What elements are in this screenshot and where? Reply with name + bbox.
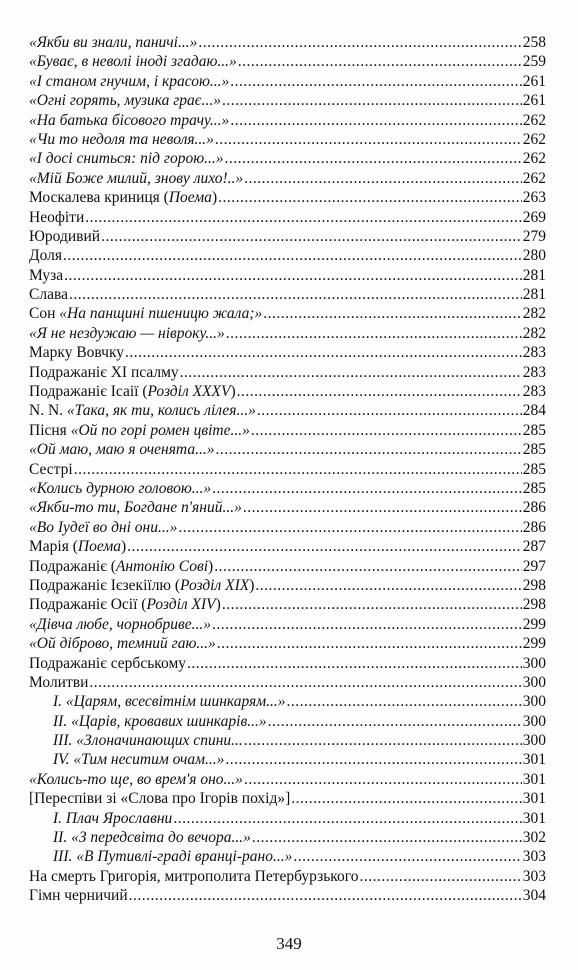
toc-entry-title <box>29 673 88 692</box>
toc-entry-title-plain: Муза <box>29 266 64 284</box>
toc-entry <box>29 654 546 673</box>
toc-entry-title-italic: «На панщині пшеницю жала;» <box>59 305 263 323</box>
toc-entry-page: 301 <box>522 809 546 827</box>
dot-leader <box>252 828 522 847</box>
toc-entry-title-plain: Подражаніє XI псалму <box>29 363 179 381</box>
toc-entry-title-suffix: ) <box>249 576 255 594</box>
dot-leader <box>63 246 522 265</box>
dot-leader <box>360 867 522 886</box>
toc-entry-title <box>29 537 126 556</box>
toc-entry-page: 282 <box>522 305 546 323</box>
toc-entry-title-italic: Розділ XIX <box>180 576 250 594</box>
toc-entry <box>29 692 546 711</box>
dot-leader <box>89 673 521 692</box>
toc-entry-title <box>29 789 290 808</box>
toc-entry-page: 262 <box>522 169 546 187</box>
dot-leader <box>69 285 522 304</box>
toc-entry-page: 303 <box>522 867 546 885</box>
dot-leader <box>127 537 522 556</box>
toc-entry-title-suffix: ) <box>120 538 127 556</box>
toc-entry-page: 299 <box>522 615 546 633</box>
toc-entry-page: 283 <box>522 344 546 362</box>
dot-leader <box>243 498 522 517</box>
toc-entry <box>29 518 546 537</box>
toc-entry-title <box>29 867 359 886</box>
toc-entry-title-italic: «І досі сниться: під горою...» <box>29 150 224 168</box>
toc-entry <box>29 557 546 576</box>
dot-leader <box>291 789 521 808</box>
toc-entry-title-italic: Антонію Сові <box>115 557 209 575</box>
toc-entry-title-suffix: ) <box>215 596 221 614</box>
toc-entry-title-italic: Поема <box>168 189 212 207</box>
toc-entry-title-italic: І. Плач Ярославни <box>53 809 173 827</box>
toc-entry-title-italic: «Ой по горі ромен цвіте...» <box>70 421 250 439</box>
toc-entry-page: 279 <box>522 227 546 245</box>
dot-leader <box>237 382 522 401</box>
dot-leader <box>244 169 522 188</box>
toc-entry <box>29 789 546 808</box>
toc-entry-title-plain: N. N. <box>29 402 67 420</box>
toc-entry-title-plain: Неофіти <box>29 208 85 226</box>
toc-entry-page: 281 <box>522 286 546 304</box>
toc-entry-title <box>29 479 211 498</box>
toc-entry <box>29 227 546 246</box>
toc-entry-title <box>29 654 186 673</box>
toc-entry-page: 297 <box>522 557 546 575</box>
toc-entry <box>29 576 546 595</box>
dot-leader <box>214 557 522 576</box>
toc-entry-title-italic: «Во Іудеї во дні они...» <box>29 518 178 536</box>
toc-entry-title <box>29 52 237 71</box>
toc-entry <box>29 169 546 188</box>
toc-entry-title-italic: Розділ XIV <box>146 596 216 614</box>
toc-entry-page: 285 <box>522 479 546 497</box>
toc-entry-title <box>29 886 128 905</box>
dot-leader <box>178 518 521 537</box>
toc-entry-title <box>29 498 242 517</box>
toc-entry-page: 303 <box>522 848 546 866</box>
toc-entry <box>29 382 546 401</box>
toc-entry <box>29 266 546 285</box>
toc-entry-title <box>53 731 243 750</box>
toc-entry-title <box>29 188 217 207</box>
toc-entry-title-italic: ІІІ. «Злоначинающих спини... <box>53 732 243 750</box>
dot-leader <box>255 576 521 595</box>
toc-entry-title <box>29 285 68 304</box>
dot-leader <box>218 188 522 207</box>
toc-entry-title-italic: «Ой маю, маю я оченята...» <box>29 441 215 459</box>
toc-entry-title-plain: Подражаніє Ієзекіїлю ( <box>29 576 181 594</box>
dot-leader <box>230 72 521 91</box>
toc-entry-title-italic: І. «Царям, всесвітнім шинкарям...» <box>53 693 286 711</box>
toc-entry-page: 286 <box>522 499 546 517</box>
toc-entry-title <box>29 227 100 246</box>
toc-entry-title <box>29 421 250 440</box>
toc-entry-title <box>29 33 197 52</box>
dot-leader <box>129 886 522 905</box>
toc-entry <box>29 460 546 479</box>
page-number: 349 <box>276 934 302 953</box>
toc-entry-title-italic: «На батька бісового трачу...» <box>29 111 230 129</box>
toc-entry <box>29 634 546 653</box>
toc-entry-title <box>29 266 63 285</box>
toc-entry-title-italic: «Така, як ти, колись лілея...» <box>66 402 256 420</box>
toc-entry-title <box>53 828 251 847</box>
toc-entry <box>29 847 546 866</box>
toc-entry <box>29 440 546 459</box>
toc-entry-title-italic: «Якби-то ти, Богдане п'яний...» <box>29 499 242 517</box>
toc-entry <box>29 828 546 847</box>
toc-entry-title-plain: На смерть Григорія, митрополита Петербурзького <box>29 867 359 885</box>
toc-entry-title <box>29 460 73 479</box>
toc-entry <box>29 537 546 556</box>
dot-leader <box>187 654 522 673</box>
toc-entry-title <box>29 576 254 595</box>
toc-entry <box>29 72 546 91</box>
toc-entry <box>29 52 546 71</box>
toc-entry-page: 263 <box>522 189 546 207</box>
toc-entry-page: 300 <box>522 673 546 691</box>
dot-leader <box>293 847 521 866</box>
toc-entry <box>29 304 546 323</box>
toc-entry-title-plain: Сестрі <box>29 460 73 478</box>
toc-entry-title-plain: Марія ( <box>29 538 78 556</box>
toc-entry-title-italic: «Колись дурною головою...» <box>29 479 212 497</box>
toc-entry-title-italic: ІІ. «Царів, кровавих шинкарів...» <box>53 712 267 730</box>
toc-entry-title <box>53 712 267 731</box>
dot-leader <box>222 595 522 614</box>
toc-entry-page: 280 <box>522 247 546 265</box>
toc-entry-title-italic: «Колись-то ще, во врем'я оно...» <box>29 770 243 788</box>
toc-entry-title <box>29 72 229 91</box>
toc-entry-title <box>29 518 177 537</box>
dot-leader <box>198 33 521 52</box>
dot-leader <box>244 731 522 750</box>
toc-entry-title-plain: Юродивий <box>29 227 101 245</box>
toc-entry <box>29 285 546 304</box>
toc-entry <box>29 615 546 634</box>
toc-entry-title-plain: Подражаніє Осії ( <box>29 596 147 614</box>
dot-leader <box>225 750 521 769</box>
toc-entry-title <box>53 809 172 828</box>
toc-entry-page: 262 <box>522 150 546 168</box>
dot-leader <box>263 304 522 323</box>
toc-entry-title-plain: Пісня <box>29 421 71 439</box>
toc-entry-title <box>53 692 286 711</box>
toc-entry <box>29 886 546 905</box>
toc-entry-page: 300 <box>522 693 546 711</box>
toc-entry-page: 261 <box>522 92 546 110</box>
toc-entry-title <box>29 130 214 149</box>
toc-entry-page: 287 <box>522 538 546 556</box>
toc-entry <box>29 343 546 362</box>
toc-entry-title-plain: Доля <box>29 247 62 265</box>
dot-leader <box>212 479 522 498</box>
dot-leader <box>85 208 522 227</box>
toc-entry-title-plain: Подражаніє ( <box>29 557 116 575</box>
toc-entry-page: 300 <box>522 712 546 730</box>
toc-entry-page: 262 <box>522 111 546 129</box>
toc-entry-page: 302 <box>522 829 546 847</box>
toc-entry-title-plain: Слава <box>29 286 68 304</box>
toc-entry-title <box>29 615 211 634</box>
toc-entry <box>29 673 546 692</box>
toc-entry-page: 269 <box>522 208 546 226</box>
toc-entry-page: 283 <box>522 383 546 401</box>
toc-entry-title-plain: Подражаніє Ісаії ( <box>29 383 148 401</box>
toc-entry <box>29 149 546 168</box>
dot-leader <box>222 91 522 110</box>
toc-entry-title-italic: «Чи то недоля та неволя...» <box>29 130 214 148</box>
toc-entry-page: 284 <box>522 402 546 420</box>
toc-entry-page: 282 <box>522 324 546 342</box>
toc-entry <box>29 595 546 614</box>
toc-entry-title-plain: Марку Вовчку <box>29 344 125 362</box>
toc-entry-title-italic: «Ой діброво, темний гаю...» <box>29 635 216 653</box>
toc-entry-title-italic: «Огні горять, музика грає...» <box>29 92 221 110</box>
dot-leader <box>287 692 522 711</box>
toc-entry-title-plain: Молитви <box>29 673 89 691</box>
toc-entry-page: 283 <box>522 363 546 381</box>
toc-entry-title-italic: ІІ. «З передсвіта до вечора...» <box>53 829 251 847</box>
dot-leader <box>74 460 522 479</box>
toc-entry-title-italic: «І станом гнучим, і красою...» <box>29 72 230 90</box>
dot-leader <box>64 266 522 285</box>
toc-entry <box>29 479 546 498</box>
dot-leader <box>217 634 522 653</box>
toc-entry-title <box>29 111 229 130</box>
toc-entry-page: 298 <box>522 576 546 594</box>
toc-entry-title <box>29 246 62 265</box>
toc-entry-title-italic: ІІІ. «В Путивлі-граді вранці-рано...» <box>53 848 293 866</box>
dot-leader <box>101 227 522 246</box>
toc-entry-page: 281 <box>522 266 546 284</box>
toc-entry-title-suffix: ) <box>230 383 236 401</box>
dot-leader <box>257 401 522 420</box>
toc-entry-page: 300 <box>522 654 546 672</box>
toc-entry-page: 301 <box>522 751 546 769</box>
toc-entry-title <box>29 770 243 789</box>
table-of-contents <box>29 33 546 906</box>
toc-entry-page: 261 <box>522 72 546 90</box>
toc-entry-title-plain: Гімн черничий <box>29 887 128 905</box>
dot-leader <box>215 440 521 459</box>
toc-entry-title-suffix: ) <box>208 557 214 575</box>
toc-entry <box>29 130 546 149</box>
dot-leader <box>238 52 522 71</box>
toc-entry-page: 259 <box>522 53 546 71</box>
toc-entry <box>29 867 546 886</box>
toc-entry-title <box>29 634 216 653</box>
toc-entry-title-plain: Сон <box>29 305 60 323</box>
toc-entry-page: 301 <box>522 790 546 808</box>
toc-entry-title-italic: Розділ XXXV <box>147 383 231 401</box>
toc-entry <box>29 324 546 343</box>
dot-leader <box>230 111 521 130</box>
toc-entry <box>29 809 546 828</box>
toc-entry-page: 286 <box>522 518 546 536</box>
toc-entry-page: 304 <box>522 887 546 905</box>
toc-entry <box>29 731 546 750</box>
toc-entry-title-italic: IV. «Тим неситим очам...» <box>53 751 225 769</box>
toc-entry-title-plain: Подражаніє сербському <box>29 654 187 672</box>
toc-entry-title <box>29 91 221 110</box>
toc-entry <box>29 91 546 110</box>
toc-entry-page: 299 <box>522 635 546 653</box>
toc-entry-title-italic: «Дівча любе, чорнобриве...» <box>29 615 211 633</box>
toc-entry-title <box>29 324 225 343</box>
toc-entry-page: 258 <box>522 34 546 51</box>
toc-entry-title-italic: «Якби ви знали, паничі...» <box>29 34 198 51</box>
toc-entry-title-plain: Москалева криниця ( <box>29 189 169 207</box>
toc-entry <box>29 111 546 130</box>
toc-entry-title <box>29 208 84 227</box>
toc-entry <box>29 208 546 227</box>
dot-leader <box>173 809 521 828</box>
toc-entry-title-italic: «Мій Боже милий, знову лихо!..» <box>29 169 244 187</box>
toc-entry-title <box>29 169 243 188</box>
toc-entry-page: 300 <box>522 732 546 750</box>
toc-entry-page: 285 <box>522 460 546 478</box>
toc-entry <box>29 401 546 420</box>
toc-entry-title <box>29 557 213 576</box>
toc-entry-title <box>29 363 179 382</box>
dot-leader <box>251 421 522 440</box>
dot-leader <box>268 712 522 731</box>
toc-entry-title-plain: [Переспіви зі «Слова про Ігорів похід»] <box>29 790 291 808</box>
toc-entry-title <box>53 847 292 866</box>
toc-entry-page: 298 <box>522 596 546 614</box>
toc-entry-title <box>29 343 124 362</box>
toc-entry-page: 285 <box>522 441 546 459</box>
toc-entry <box>29 363 546 382</box>
dot-leader <box>226 324 522 343</box>
toc-entry-title <box>29 382 236 401</box>
toc-entry <box>29 188 546 207</box>
dot-leader <box>244 770 522 789</box>
toc-entry-title-italic: «Буває, в неволі іноді згадаю...» <box>29 53 237 71</box>
dot-leader <box>212 615 522 634</box>
toc-entry <box>29 498 546 517</box>
toc-entry-title <box>53 750 224 769</box>
toc-entry <box>29 246 546 265</box>
dot-leader <box>225 149 522 168</box>
toc-entry-title <box>29 401 256 420</box>
dot-leader <box>125 343 522 362</box>
toc-entry <box>29 33 546 52</box>
toc-entry <box>29 712 546 731</box>
dot-leader <box>180 363 522 382</box>
toc-entry <box>29 750 546 769</box>
toc-entry-title-italic: Поема <box>77 538 121 556</box>
toc-entry-page: 301 <box>522 770 546 788</box>
toc-entry-page: 262 <box>522 130 546 148</box>
toc-entry-title <box>29 440 214 459</box>
toc-entry-title <box>29 149 224 168</box>
toc-entry-title <box>29 595 221 614</box>
toc-entry <box>29 421 546 440</box>
toc-entry-title-italic: «Я не нездужаю — нівроку...» <box>29 324 225 342</box>
toc-entry-title <box>29 304 262 323</box>
toc-entry <box>29 770 546 789</box>
toc-entry-page: 285 <box>522 421 546 439</box>
toc-entry-title-suffix: ) <box>211 189 218 207</box>
dot-leader <box>215 130 522 149</box>
